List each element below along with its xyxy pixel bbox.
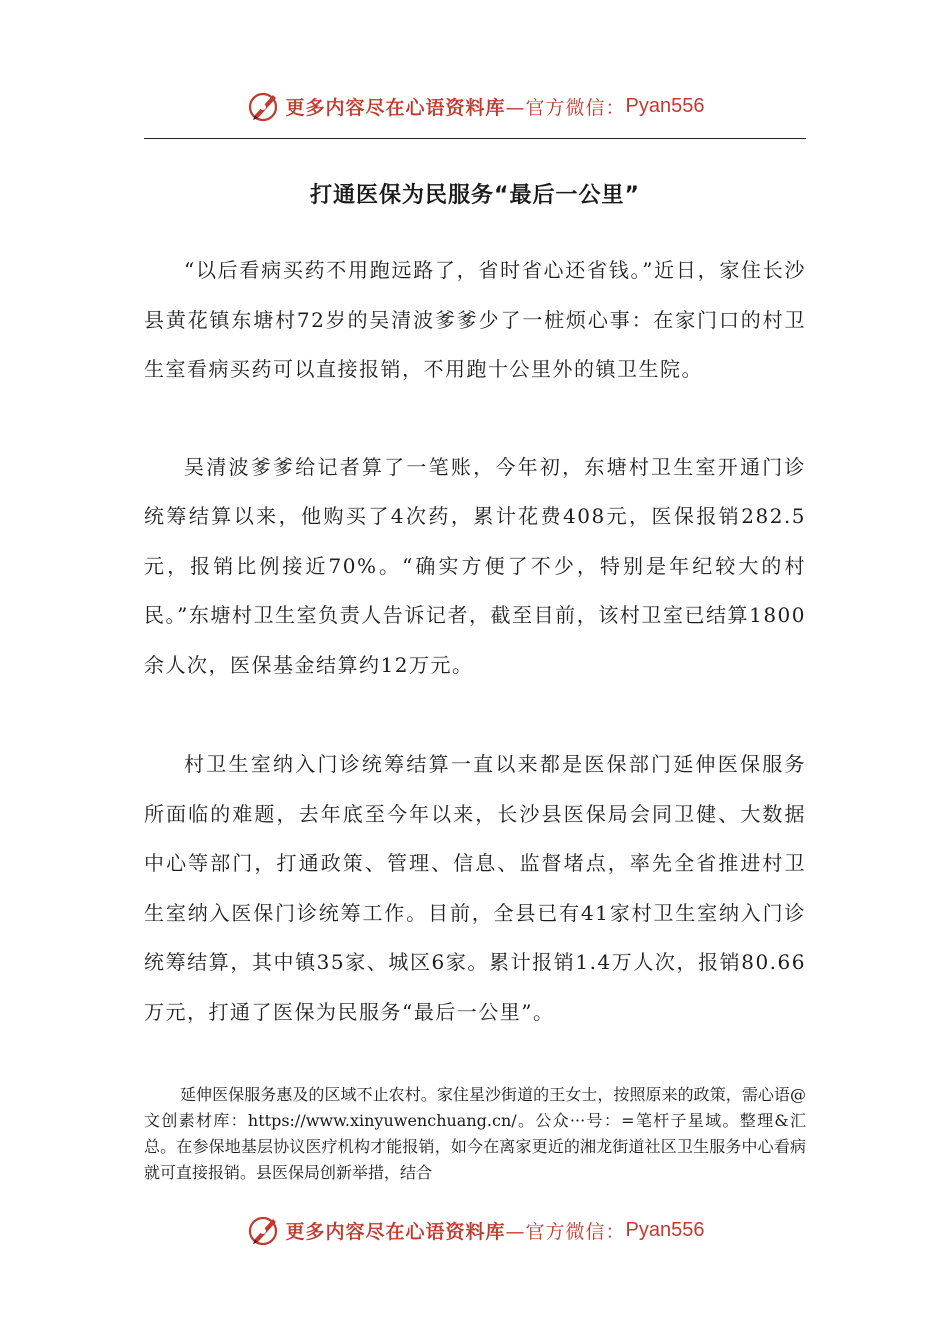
paragraph-3: 村卫生室纳入门诊统筹结算一直以来都是医保部门延伸医保服务所面临的难题，去年底至今年以来，长沙县医保局会同卫健、大数据中心等部门，打通政策、管理、信息、监督堵点，率先全省推进村卫生室纳入医保门诊统筹工作。目前，全县已有41家村卫生室纳入门诊统筹结算，其中镇35家、城区6家。累计报销1.4万人次，报销80.66万元，打通了医保为民服务“最后一公里”。 — [144, 752, 806, 1024]
banner-brand: Pyan556 — [625, 1218, 705, 1241]
header-banner — [0, 84, 950, 128]
pen-circle-logo-icon — [246, 1212, 282, 1248]
banner-accent: —官方微信： — [505, 96, 626, 119]
paragraph-gap — [144, 690, 806, 740]
article-body — [144, 246, 806, 1037]
banner-accent: —官方微信： — [505, 1220, 626, 1243]
paragraph-1: “以后看病买药不用跑远路了，省时省心还省钱。”近日，家住长沙县黄花镇东塘村72岁的吴清波爹爹少了一桩烦心事：在家门口的村卫生室看病买药可以直接报销，不用跑十公里外的镇卫生院。 — [144, 258, 806, 381]
paragraph-gap — [144, 395, 806, 443]
paragraph-4: 延伸医保服务惠及的区域不止农村。家住星沙街道的王女士，按照原来的政策，需心语@文创素材库：https://www.xinyuwenchuang.cn/。公众···号：=笔杆子星域。整理&汇总。在参保地基层协议医疗机构才能报销，如今在离家更近的湘龙街道社区卫生服务中心看病就可直接报销。县医保局创新举措，结合 — [144, 1085, 806, 1182]
banner-text: 更多内容尽在心语资料库 — [285, 96, 506, 119]
banner-brand: Pyan556 — [625, 94, 705, 117]
article-title: 打通医保为民服务“最后一公里” — [310, 183, 640, 208]
header-rule — [144, 138, 806, 139]
pen-circle-logo-icon — [246, 88, 282, 124]
banner-text: 更多内容尽在心语资料库 — [285, 1220, 506, 1243]
paragraph-2: 吴清波爹爹给记者算了一笔账，今年初，东塘村卫生室开通门诊统筹结算以来，他购买了4次药，累计花费408元，医保报销282.5元，报销比例接近70%。“确实方便了不少，特别是年纪较大的村民。”东塘村卫生室负责人告诉记者，截至目前，该村卫室已结算1800余人次，医保基金结算约12万元。 — [144, 454, 806, 677]
footer-banner — [0, 1208, 950, 1252]
